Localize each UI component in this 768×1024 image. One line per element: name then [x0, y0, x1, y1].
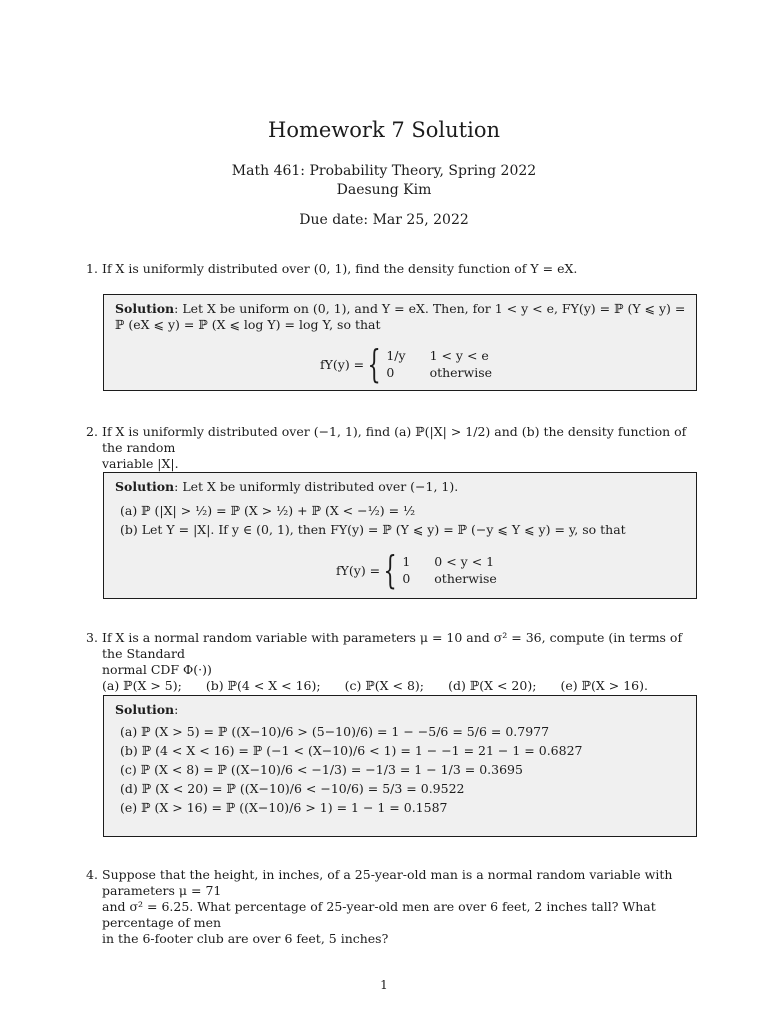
due-date-line: Due date: Mar 25, 2022 [299, 212, 469, 228]
solution-part-a: (a) ℙ (|X| > ½) = ℙ (X > ½) + ℙ (X < −½) = ½ [120, 503, 416, 518]
solution-line: ℙ (eX ⩽ y) = ℙ (X ⩽ log Y) = log Y, so that [115, 317, 381, 332]
piecewise-density-2 [336, 548, 499, 592]
choice-a: (a) ℙ(X > 5); [102, 678, 182, 693]
question-text-line: in the 6-footer club are over 6 feet, 5 inches? [102, 931, 389, 946]
question-text-line: and σ² = 6.25. What percentage of 25-year-old men are over 6 feet, 2 inches tall? What percentage of men [102, 899, 656, 930]
case-row: 0 otherwise [386, 365, 493, 380]
solution-line: Solution: Let X be uniform on (0, 1), and Y = eX. Then, for 1 < y < e, FY(y) = ℙ (Y ⩽ y) = [115, 301, 686, 316]
choice-e: (e) ℙ(X > 16). [560, 678, 648, 693]
solution-box-3 [103, 695, 697, 837]
question-text-line: variable |X|. [102, 456, 179, 471]
piecewise-density-1 [320, 342, 494, 386]
choice-d: (d) ℙ(X < 20); [448, 678, 537, 693]
density-lhs: fY(y) = [320, 356, 365, 372]
solution-line: Solution: Let X be uniformly distributed over (−1, 1). [115, 479, 459, 494]
question-text-line: normal CDF Φ(·)) [102, 662, 212, 677]
question-text-line: If X is a normal random variable with parameters μ = 10 and σ² = 36, compute (in terms of the Standard [102, 630, 683, 661]
question-choices [102, 678, 648, 694]
question-text-line: Suppose that the height, in inches, of a 25-year-old man is a normal random variable with parameters μ = 71 [102, 867, 673, 898]
question-text-line: If X is uniformly distributed over (−1, 1), find (a) ℙ(|X| > 1/2) and (b) the density function of the random [102, 424, 687, 455]
solution-line: Solution: [115, 702, 179, 717]
author-line: Daesung Kim [336, 182, 432, 198]
document-title: Homework 7 Solution [268, 118, 500, 142]
solution-part-b: (b) Let Y = |X|. If y ∈ (0, 1), then FY(y) = ℙ (Y ⩽ y) = ℙ (−y ⩽ Y ⩽ y) = y, so that [120, 522, 626, 537]
question-number: 1. [86, 261, 98, 276]
question-number: 2. [86, 424, 98, 439]
solution-label: Solution [115, 301, 175, 316]
choice-c: (c) ℙ(X < 8); [344, 678, 425, 693]
brace-glyph: { [383, 548, 397, 592]
case-row: 1 0 < y < 1 [402, 554, 495, 569]
solution-label: Solution [115, 702, 175, 717]
choice-b: (b) ℙ(4 < X < 16); [205, 678, 321, 693]
question-number: 4. [86, 867, 98, 882]
answer-a: (a) ℙ (X > 5) = ℙ ((X−10)/6 > (5−10)/6) = 1 − −5/6 = 5/6 = 0.7977 [120, 724, 550, 739]
brace-glyph: { [367, 342, 381, 386]
question-4 [86, 867, 698, 947]
answer-c: (c) ℙ (X < 8) = ℙ ((X−10)/6 < −1/3) = −1/3 = 1 − 1/3 = 0.3695 [120, 762, 523, 777]
question-3 [86, 630, 698, 694]
question-2 [86, 424, 698, 472]
case-row: 1/y 1 < y < e [386, 348, 489, 363]
question-number: 3. [86, 630, 98, 645]
question-text: If X is uniformly distributed over (0, 1), find the density function of Y = eX. [102, 261, 578, 276]
page-number: 1 [380, 978, 388, 992]
question-1 [86, 261, 698, 277]
cases-table [400, 553, 498, 587]
answer-b: (b) ℙ (4 < X < 16) = ℙ (−1 < (X−10)/6 < 1) = 1 − −1 = 21 − 1 = 0.6827 [120, 743, 583, 758]
case-row: 0 otherwise [402, 571, 497, 586]
solution-label: Solution [115, 479, 175, 494]
answer-d: (d) ℙ (X < 20) = ℙ ((X−10)/6 < −10/6) = 5/3 = 0.9522 [120, 781, 465, 796]
cases-table [384, 347, 494, 381]
course-line: Math 461: Probability Theory, Spring 2022 [231, 163, 537, 179]
density-lhs: fY(y) = [336, 562, 381, 578]
answer-e: (e) ℙ (X > 16) = ℙ ((X−10)/6 > 1) = 1 − 1 = 0.1587 [120, 800, 448, 815]
